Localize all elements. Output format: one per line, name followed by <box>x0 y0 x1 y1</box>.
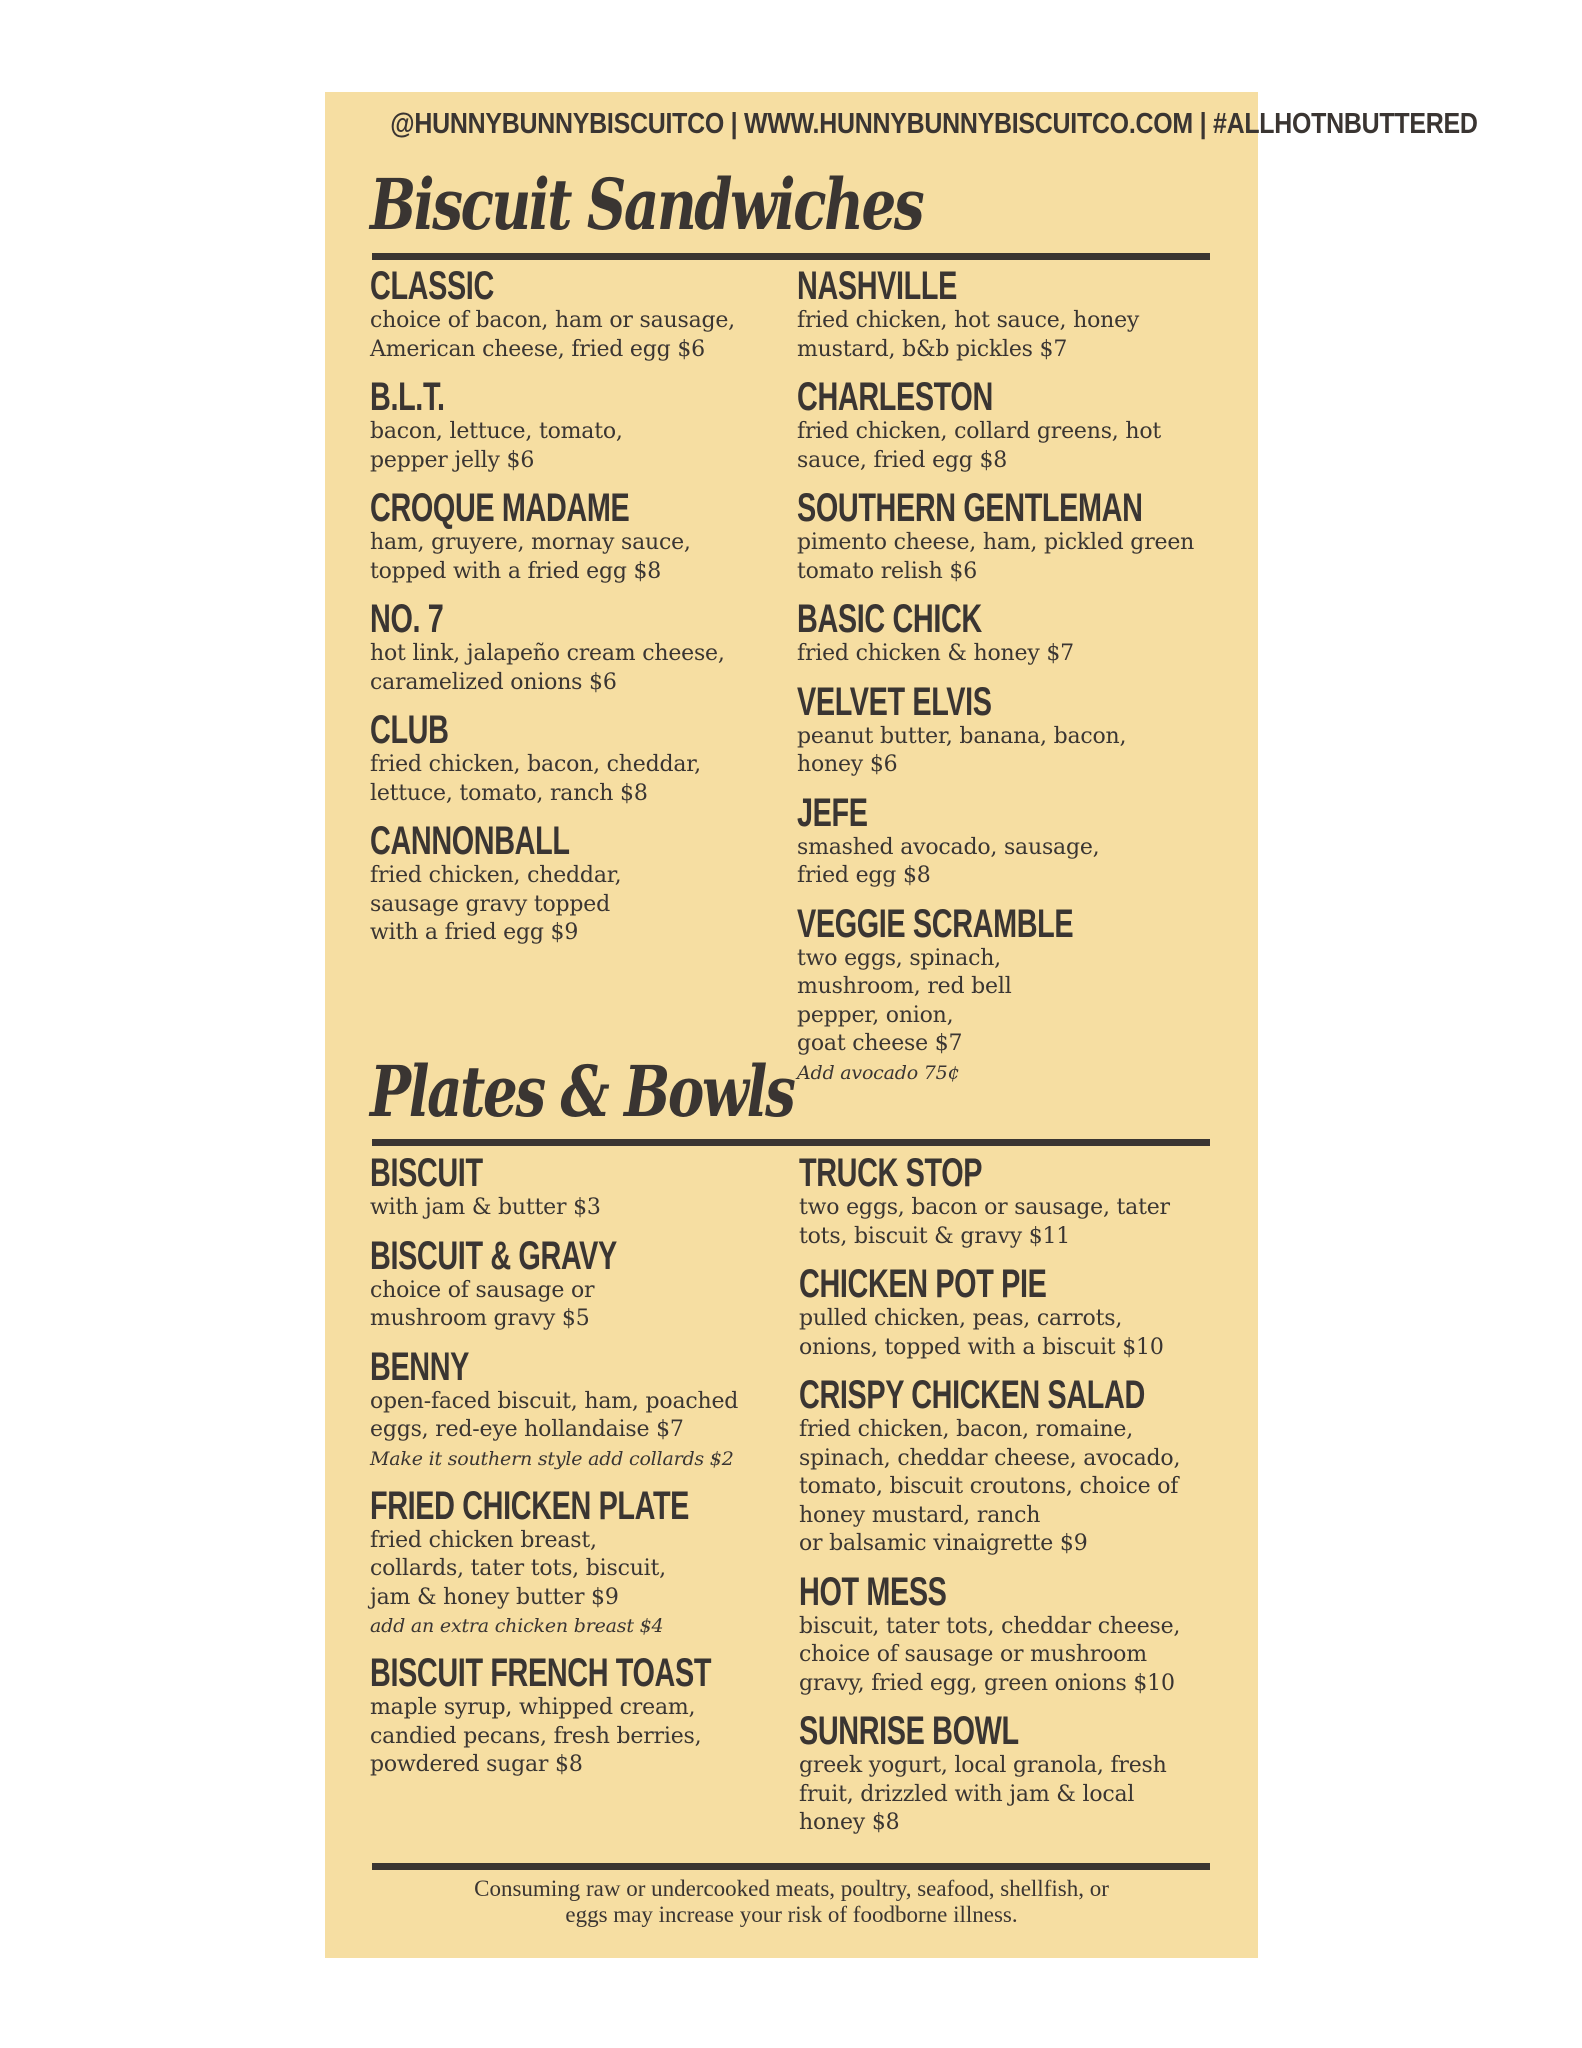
menu-item <box>799 1152 1199 1251</box>
item-description: choice of sausage or mushroom gravy $5 <box>370 1277 595 1331</box>
item-description: hot link, jalapeño cream cheese, caramelized onions $6 <box>370 641 725 695</box>
plates-bowls-left-column <box>370 1152 770 1792</box>
menu-item <box>370 487 770 586</box>
item-description: fried chicken, bacon, cheddar, lettuce, tomato, ranch $8 <box>370 752 701 806</box>
item-name: CLUB <box>370 708 449 752</box>
menu-item <box>370 1485 770 1641</box>
menu-item <box>370 1652 770 1780</box>
menu-item <box>797 487 1197 586</box>
menu-item <box>370 1235 770 1334</box>
section-title-plates-bowls: Plates & Bowls <box>370 1050 794 1133</box>
item-name: BISCUIT <box>370 1151 483 1195</box>
item-description: with jam & butter $3 <box>370 1195 601 1220</box>
item-description: smashed avocado, sausage, fried egg $8 <box>797 834 1100 888</box>
menu-item <box>799 1710 1199 1838</box>
item-name: JEFE <box>797 790 868 835</box>
item-name: BENNY <box>370 1344 470 1389</box>
item-name: BASIC CHICK <box>797 597 982 641</box>
item-add-on-note: Add avocado 75¢ <box>797 1061 960 1084</box>
item-description: peanut butter, banana, bacon, honey $6 <box>797 723 1127 777</box>
item-name: HOT MESS <box>799 1569 947 1614</box>
item-name: SUNRISE BOWL <box>799 1709 1019 1753</box>
biscuit-sandwiches-left-column <box>370 265 770 960</box>
item-description: pimento cheese, ham, pickled green tomato relish $6 <box>797 530 1195 584</box>
menu-item <box>370 265 770 364</box>
food-safety-disclaimer: Consuming raw or undercooked meats, poultry, seafood, shellfish, or eggs may increase your risk of foodborne illness. <box>474 1876 1109 1927</box>
item-description: bacon, lettuce, tomato, pepper jelly $6 <box>370 419 623 473</box>
item-name: TRUCK STOP <box>799 1151 983 1195</box>
section-divider <box>372 253 1210 260</box>
menu-item <box>797 792 1197 891</box>
item-name: CHARLESTON <box>797 375 993 419</box>
plates-bowls-right-column <box>799 1152 1199 1850</box>
item-description: ham, gruyere, mornay sauce, topped with a fried egg $8 <box>370 530 691 584</box>
menu-item <box>370 1152 770 1223</box>
item-description: greek yogurt, local granola, fresh fruit, drizzled with jam & local honey $8 <box>799 1753 1167 1835</box>
item-name: CHICKEN POT PIE <box>799 1262 1047 1306</box>
menu-item <box>797 598 1197 669</box>
menu-item <box>370 598 770 697</box>
social-header: @HUNNYBUNNYBISCUITCO | WWW.HUNNYBUNNYBISCUITCO.COM | #ALLHOTNBUTTERED <box>390 108 1478 140</box>
section-divider <box>372 1139 1210 1146</box>
menu-item <box>370 376 770 475</box>
item-name: VELVET ELVIS <box>797 679 992 724</box>
item-name: CROQUE MADAME <box>370 486 630 530</box>
item-description: two eggs, spinach, mushroom, red bell pepper, onion, goat cheese $7 <box>797 945 1012 1056</box>
menu-item <box>799 1263 1199 1362</box>
item-description: fried chicken breast, collards, tater tots, biscuit, jam & honey butter $9 <box>370 1527 666 1610</box>
item-name: B.L.T. <box>370 375 445 419</box>
menu-card <box>325 92 1478 1958</box>
menu-item <box>799 1374 1199 1559</box>
item-description: biscuit, tater tots, cheddar cheese, choice of sausage or mushroom gravy, fried egg, green onions $10 <box>799 1613 1181 1696</box>
item-name: FRIED CHICKEN PLATE <box>370 1483 690 1528</box>
item-name: SOUTHERN GENTLEMAN <box>797 486 1143 530</box>
menu-item <box>370 709 770 808</box>
item-name: BISCUIT & GRAVY <box>370 1233 617 1278</box>
item-add-on-note: Make it southern style add collards $2 <box>370 1447 734 1470</box>
item-name: CANNONBALL <box>370 819 570 863</box>
item-description: open-faced biscuit, ham, poached eggs, red-eye hollandaise $7 <box>370 1388 739 1442</box>
item-name: CRISPY CHICKEN SALAD <box>799 1373 1145 1417</box>
item-description: fried chicken, bacon, romaine, spinach, cheddar cheese, avocado, tomato, biscuit croutons, choice of honey mustard, ranch or balsamic vinaigrette $9 <box>799 1417 1181 1556</box>
item-name: CLASSIC <box>370 264 494 308</box>
section-title-biscuit-sandwiches: Biscuit Sandwiches <box>370 163 923 246</box>
item-description: fried chicken, hot sauce, honey mustard, b&b pickles $7 <box>797 308 1140 362</box>
item-description: maple syrup, whipped cream, candied pecans, fresh berries, powdered sugar $8 <box>370 1695 702 1777</box>
item-description: choice of bacon, ham or sausage, American cheese, fried egg $6 <box>370 308 735 362</box>
menu-item <box>797 903 1197 1087</box>
menu-item <box>370 1346 770 1473</box>
item-description: fried chicken, cheddar, sausage gravy topped with a fried egg $9 <box>370 863 622 945</box>
biscuit-sandwiches-right-column <box>797 265 1197 1099</box>
item-description: fried chicken & honey $7 <box>797 641 1074 666</box>
item-name: NASHVILLE <box>797 264 957 308</box>
menu-item <box>370 820 770 948</box>
menu-item <box>797 681 1197 780</box>
item-add-on-note: add an extra chicken breast $4 <box>370 1615 664 1637</box>
footer-divider <box>372 1863 1210 1870</box>
item-name: BISCUIT FRENCH TOAST <box>370 1651 712 1695</box>
menu-item <box>797 376 1197 475</box>
menu-item <box>797 265 1197 364</box>
item-description: two eggs, bacon or sausage, tater tots, biscuit & gravy $11 <box>799 1195 1170 1249</box>
item-description: fried chicken, collard greens, hot sauce, fried egg $8 <box>797 419 1162 473</box>
item-name: NO. 7 <box>370 597 444 641</box>
menu-item <box>799 1571 1199 1699</box>
item-name: VEGGIE SCRAMBLE <box>797 901 1074 946</box>
item-description: pulled chicken, peas, carrots, onions, topped with a biscuit $10 <box>799 1306 1164 1360</box>
